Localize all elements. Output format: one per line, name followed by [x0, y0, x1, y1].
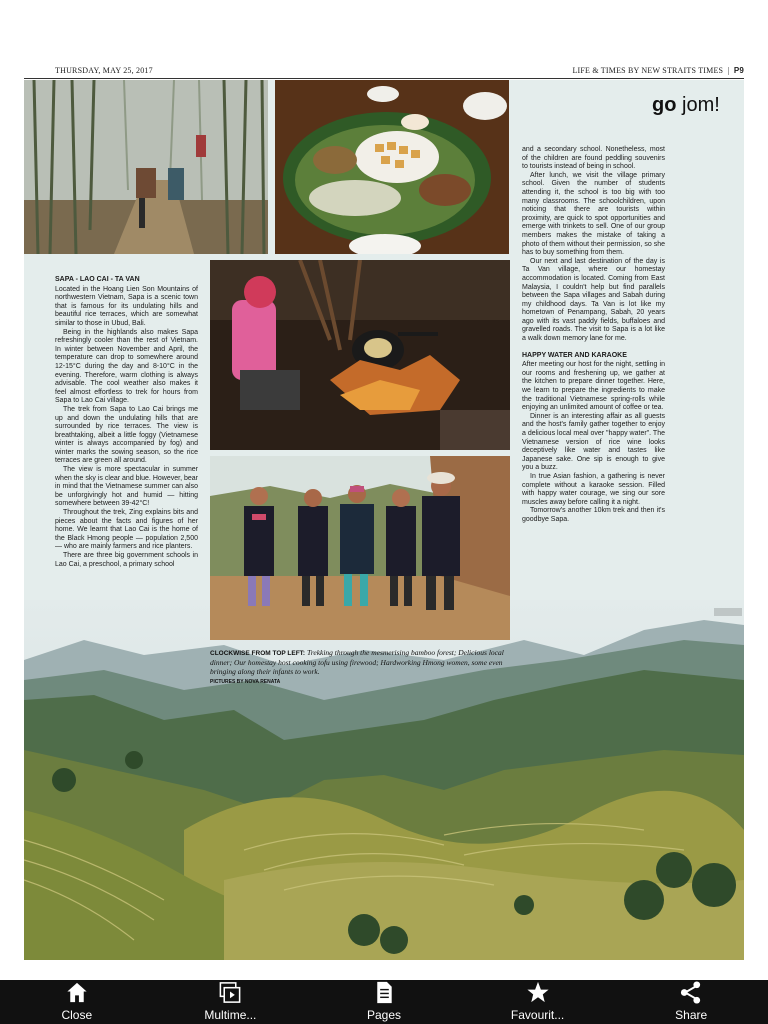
page-number: P9	[733, 66, 744, 75]
right-paragraph: Dinner is an interesting affair as all guests and the host's family gather together to enjoy a delicious local meal over "happy water". The Vietnamese version of rice wine looks deceptively like water and tastes like Japanese sake. One sip is enough to give you a buzz.	[522, 412, 665, 472]
go-jom-logo	[652, 94, 720, 117]
left-paragraph: The trek from Sapa to Lao Cai brings me up and down the undulating hills that are surrounded by rice terraces. The view is breathtaking, albeit a little foggy (Vietnamese winter is always accompanied by fog) and winter marks the sowing season, so the rice terraces are green all around.	[55, 405, 198, 465]
header-rule	[24, 78, 744, 79]
share-label: Share	[675, 1008, 708, 1022]
host-cooking-photo	[210, 260, 510, 450]
left-paragraph: Being in the highlands also makes Sapa refreshingly cooler than the rest of Vietnam. In winter between November and April, the temperature can drop to somewhere around 12-15°C during the day and 8-10°C in the evening. Therefore, warm clothing is always advisable. The cool weather also makes it feel almost effortless to trek for hours from Sapa to Lao Cai village.	[55, 328, 198, 405]
section-heading-sapa: SAPA - LAO CAI - TA VAN	[55, 276, 140, 283]
favourites-label: Favourit...	[510, 1008, 565, 1022]
photo-credit: PICTURES BY NOVA RENATA	[210, 679, 281, 685]
caption-text: Trekking through the mesmerising bamboo forest; Delicious local dinner; Our homestay host cooking tofu using firewood; Hardworking Hmong women, some even bringing along their infants to work.	[210, 648, 504, 676]
right-paragraph: In true Asian fashion, a gathering is never complete without a karaoke session. Filled with happy water courage, we sing our sore muscles away before calling it a night.	[522, 472, 665, 506]
pages-button[interactable]	[334, 980, 434, 1024]
issue-date: THURSDAY, MAY 25, 2017	[55, 66, 153, 75]
article-right-column	[522, 146, 665, 525]
right-paragraph: After meeting our host for the night, settling in our rooms and freshening up, we gather at the kitchen to prepare dinner together. Here, we learn to prepare the ingredients to make the traditional Vietnamese spring-rolls while enjoying an unlimited amount of coffee or tea.	[522, 361, 665, 412]
hmong-women-photo	[210, 456, 510, 640]
close-label: Close	[61, 1008, 93, 1022]
bamboo-forest-photo	[24, 80, 268, 254]
right-paragraph: After lunch, we visit the village primary school. Given the number of students attending it, the school is too big with too many classrooms. The schoolchildren, upon noticing that there are tourists within proximity, are quick to spot opportunities and emerge with trinkets to sell. One of our group members makes the mistake of taking a photo of them without their permission, so she has to buy something from them.	[522, 171, 665, 257]
pages-label: Pages	[366, 1008, 401, 1022]
home-icon	[64, 980, 90, 1005]
close-button[interactable]	[27, 980, 127, 1024]
section-title: LIFE & TIMES BY NEW STRAITS TIMES | P9	[572, 66, 744, 75]
caption-lead: CLOCKWISE FROM TOP LEFT:	[210, 650, 306, 657]
multimedia-icon	[217, 980, 243, 1005]
left-paragraph: There are three big government schools in Lao Cai, a preschool, a primary school	[55, 552, 198, 568]
left-paragraph: Throughout the trek, Zing explains bits and pieces about the facts and figures of her home. We learnt that Lao Cai is the home of the Black Hmong people — population 2,500 — who are mainly farmers and rice planters.	[55, 509, 198, 551]
page-header	[55, 64, 744, 78]
right-paragraph: Tomorrow's another 10km trek and then it's goodbye Sapa.	[522, 507, 665, 523]
local-dinner-photo	[275, 80, 509, 254]
left-paragraph: Located in the Hoang Lien Son Mountains of northwestern Vietnam, Sapa is a scenic town that is famous for its undulating hills and beautiful rice terraces, which are somewhat similar to those in Ubud, Bali.	[55, 285, 198, 327]
bottom-toolbar	[0, 980, 768, 1024]
brand-go: go	[652, 94, 677, 116]
multimedia-button[interactable]	[180, 980, 280, 1024]
left-paragraph: The view is more spectacular in summer when the sky is clear and blue. However, bear in mind that the Vietnamese summer can also be unforgivingly hot and humid — hitting somewhere between 39-42°C!	[55, 466, 198, 508]
section-heading-happy-water: HAPPY WATER AND KARAOKE	[522, 351, 627, 359]
multimedia-label: Multime...	[204, 1008, 257, 1022]
article-left-column	[55, 276, 198, 569]
pages-icon	[371, 980, 397, 1005]
star-icon	[525, 980, 551, 1005]
photo-caption	[210, 648, 510, 687]
section-name: LIFE & TIMES BY NEW STRAITS TIMES	[572, 66, 724, 75]
right-paragraph: and a secondary school. Nonetheless, most of the children are found peddling souvenirs to tourists instead of being in school.	[522, 146, 665, 171]
share-icon	[678, 980, 704, 1005]
favourites-button[interactable]	[488, 980, 588, 1024]
share-button[interactable]	[641, 980, 741, 1024]
brand-jom: jom!	[682, 94, 720, 116]
right-paragraph: Our next and last destination of the day is Ta Van village, where our homestay accommodation is located. Coming from East Malaysia, I couldn't help but find parallels between the Sapa villages and Sabah during my childhood days. Ta Van is lot like my hometown of Penampang, Sabah, 20 years ago with its vast paddy fields, buffaloes and gravelled roads. The visit to Sapa is a lot like a walk down memory lane for me.	[522, 257, 665, 343]
magazine-page[interactable]	[24, 80, 744, 960]
